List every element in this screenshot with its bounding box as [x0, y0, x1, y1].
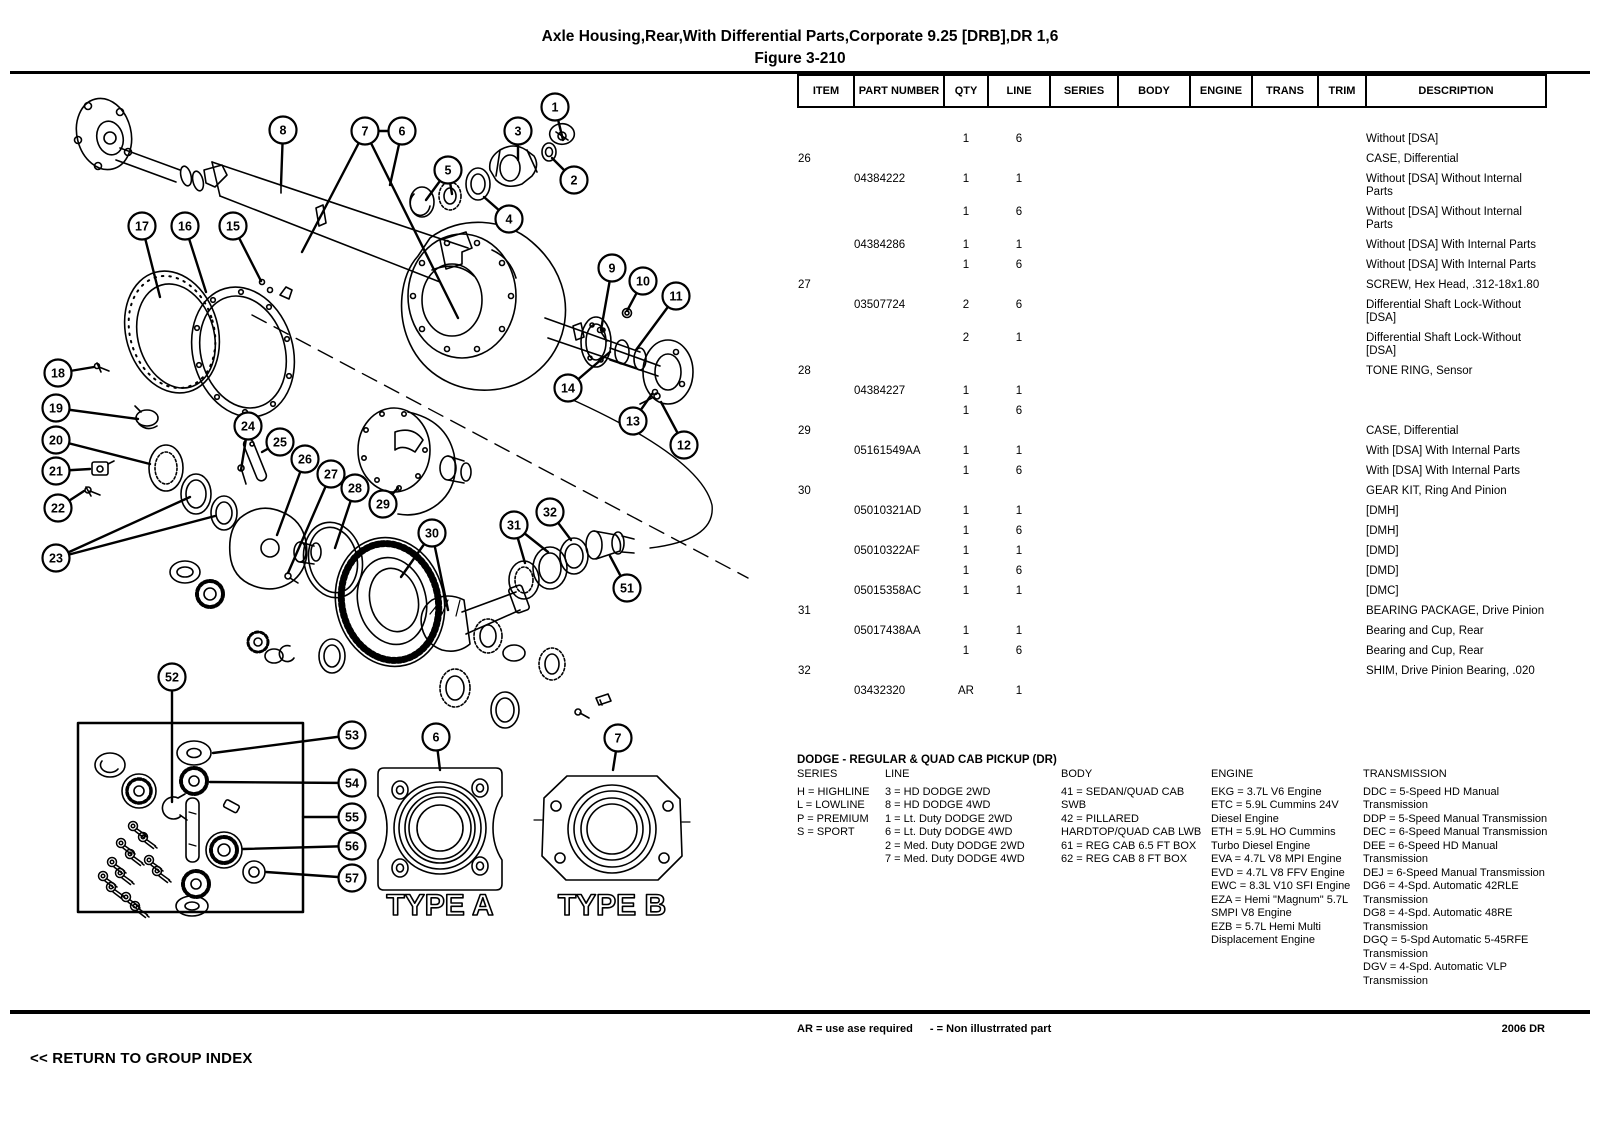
legend-item: DDP = 5-Speed Manual Transmission — [1363, 812, 1548, 825]
callout-number: 55 — [345, 810, 359, 825]
column-header: ITEM — [798, 75, 854, 107]
bottom-rule — [10, 1010, 1590, 1014]
callout-number: 6 — [432, 730, 440, 745]
legend-section-body — [1061, 768, 1211, 988]
callout-number: 23 — [49, 551, 63, 566]
parts-table — [797, 74, 1547, 702]
legend-item: 2 = Med. Duty DODGE 2WD — [885, 839, 1025, 852]
table-row: 05015358AC 1 1 [DMC] — [854, 585, 1399, 597]
legend-item: 61 = REG CAB 6.5 FT BOX — [1061, 839, 1197, 852]
type-b-label: TYPE B — [557, 889, 667, 922]
table-row: 03507724 2 6 Differential Shaft Lock-Without [DSA] — [854, 299, 1522, 324]
table-row: 28 TONE RING, Sensor — [798, 365, 1473, 377]
callout-number: 26 — [298, 452, 312, 467]
table-row: 05161549AA 1 1 With [DSA] With Internal Parts — [854, 445, 1521, 457]
small-parts-box — [78, 723, 303, 918]
callout-number: 25 — [273, 435, 287, 450]
table-row: 2 1 Differential Shaft Lock-Without [DSA] — [962, 332, 1522, 357]
parts-table-body — [798, 107, 1546, 702]
callout-leader — [302, 131, 365, 252]
legend-item: EVD = 4.7L V8 FFV Engine — [1211, 866, 1345, 879]
callout-number: 2 — [570, 173, 578, 188]
callout-number: 11 — [669, 289, 683, 304]
callout-number: 21 — [49, 464, 63, 479]
legend-section-series — [797, 768, 885, 988]
callout-number: 54 — [345, 776, 359, 791]
callout-number: 52 — [165, 670, 179, 685]
table-row: 04384286 1 1 Without [DSA] With Internal Parts — [854, 239, 1537, 251]
callout-number: 28 — [348, 481, 362, 496]
callout-number: 12 — [677, 438, 691, 453]
legend — [797, 754, 1557, 988]
column-header: SERIES — [1050, 75, 1118, 107]
callout-number: 6 — [398, 124, 406, 139]
callout-number: 14 — [561, 381, 575, 396]
legend-item: H = HIGHLINE — [797, 785, 870, 798]
callout-number: 20 — [49, 433, 63, 448]
table-row: 27 SCREW, Hex Head, .312-18x1.80 — [798, 279, 1540, 291]
callout-number: 17 — [135, 219, 149, 234]
legend-item: 7 = Med. Duty DODGE 4WD — [885, 853, 1025, 865]
callout-number: 30 — [425, 526, 439, 541]
callout-number: 4 — [505, 212, 513, 227]
callout-number: 53 — [345, 728, 359, 743]
legend-item: EZA = Hemi "Magnum" 5.7L SMPI V8 Engine — [1211, 893, 1348, 919]
callout-number: 7 — [614, 731, 622, 746]
column-header: DESCRIPTION — [1366, 75, 1546, 107]
header-row — [798, 75, 1546, 107]
legend-item: EWC = 8.3L V10 SFI Engine — [1211, 880, 1351, 892]
column-header: TRANS — [1252, 75, 1318, 107]
callout-number: 16 — [178, 219, 192, 234]
table-row: 1 6 [DMH] — [962, 525, 1399, 537]
table-row: 05010322AF 1 1 [DMD] — [854, 545, 1399, 557]
legend-item: 42 = PILLARED HARDTOP/QUAD CAB LWB — [1061, 812, 1202, 838]
ring-gear-and-pinion — [322, 526, 530, 678]
non-illustrated-note: - = Non illustrrated part — [929, 1023, 1052, 1035]
legend-item: EVA = 4.7L V8 MPI Engine — [1211, 853, 1342, 865]
return-to-group-index-link[interactable]: << RETURN TO GROUP INDEX — [30, 1050, 253, 1067]
legend-item: 1 = Lt. Duty DODGE 2WD — [885, 812, 1013, 825]
column-header: LINE — [988, 75, 1050, 107]
callout-number: 8 — [279, 123, 287, 138]
legend-columns — [797, 768, 1557, 988]
callout-number: 7 — [361, 124, 369, 139]
legend-section-engine — [1211, 768, 1363, 988]
legend-section-heading: SERIES — [797, 768, 838, 780]
legend-item: P = PREMIUM — [797, 812, 869, 825]
callouts-layer — [43, 94, 698, 892]
callout-number: 19 — [49, 401, 63, 416]
legend-item: ETH = 5.9L HO Cummins Turbo Diesel Engine — [1211, 826, 1336, 852]
legend-item: DDC = 5-Speed HD Manual Transmission — [1363, 785, 1500, 811]
type-a-flange — [378, 768, 502, 890]
legend-item: 41 = SEDAN/QUAD CAB SWB — [1061, 785, 1185, 811]
callout-number: 18 — [51, 366, 65, 381]
table-row: 04384227 1 1 — [854, 385, 1023, 397]
legend-section-heading: BODY — [1061, 768, 1093, 780]
callout-number: 24 — [241, 419, 255, 434]
column-header: PART NUMBER — [854, 75, 944, 107]
figure-number: Figure 3-210 — [754, 50, 846, 67]
legend-item: 62 = REG CAB 8 FT BOX — [1061, 853, 1188, 865]
table-row: 03432320 AR 1 — [854, 685, 1023, 697]
table-row: 04384222 1 1 Without [DSA] Without Internal Parts — [854, 173, 1522, 198]
table-row: 1 6 With [DSA] With Internal Parts — [962, 465, 1521, 477]
left-small-parts — [85, 363, 158, 496]
callout-number: 27 — [324, 467, 338, 482]
legend-item: DG8 = 4-Spd. Automatic 48RE Transmission — [1363, 907, 1513, 933]
table-row: 1 6 Without [DSA] Without Internal Parts — [962, 206, 1522, 231]
callout-number: 31 — [507, 518, 521, 533]
legend-item: S = SPORT — [797, 826, 855, 838]
legend-item: DEE = 6-Speed HD Manual Transmission — [1363, 839, 1498, 865]
legend-item: EZB = 5.7L Hemi Multi Displacement Engine — [1211, 920, 1321, 946]
legend-title: DODGE - REGULAR & QUAD CAB PICKUP (DR) — [797, 754, 1057, 766]
cover-and-gasket — [111, 260, 310, 430]
legend-section-heading: LINE — [885, 768, 910, 780]
column-header: QTY — [944, 75, 988, 107]
callout-number: 9 — [608, 261, 616, 276]
table-row: 26 CASE, Differential — [798, 153, 1459, 165]
legend-section-transmission — [1363, 768, 1553, 988]
legend-item: 3 = HD DODGE 2WD — [885, 785, 991, 798]
callout-number: 3 — [514, 124, 522, 139]
legend-item: ETC = 5.9L Cummins 24V Diesel Engine — [1211, 799, 1339, 825]
axle-housing-tube — [212, 162, 472, 299]
callout-number: 15 — [226, 219, 240, 234]
callout-number: 56 — [345, 839, 359, 854]
callout-number: 29 — [376, 497, 390, 512]
table-row: 1 6 Bearing and Cup, Rear — [962, 645, 1484, 657]
ar-note: AR = use ase required — [797, 1023, 913, 1035]
differential-housing — [402, 222, 566, 390]
column-header: BODY — [1118, 75, 1190, 107]
page-title — [0, 26, 1600, 70]
column-header: TRIM — [1318, 75, 1366, 107]
figure-title: Axle Housing,Rear,With Differential Parts,Corporate 9.25 [DRB],DR 1,6 — [541, 28, 1059, 45]
table-row: 1 6 Without [DSA] With Internal Parts — [962, 259, 1537, 271]
legend-item: 6 = Lt. Duty DODGE 4WD — [885, 826, 1013, 838]
legend-item: EKG = 3.7L V6 Engine — [1211, 785, 1322, 798]
callout-number: 57 — [345, 871, 359, 886]
table-row: 05017438AA 1 1 Bearing and Cup, Rear — [854, 625, 1484, 637]
spacer-row — [798, 107, 1546, 130]
callout-number: 10 — [636, 274, 650, 289]
callout-number: 1 — [551, 100, 559, 115]
callout-leader — [210, 782, 352, 783]
table-row: 29 CASE, Differential — [798, 425, 1459, 437]
legend-item: DG6 = 4-Spd. Automatic 42RLE Transmission — [1363, 880, 1519, 906]
table-row: 32 SHIM, Drive Pinion Bearing, .020 — [798, 665, 1535, 677]
legend-item: DEC = 6-Speed Manual Transmission — [1363, 826, 1548, 838]
callout-number: 13 — [626, 414, 640, 429]
legend-item: 8 = HD DODGE 4WD — [885, 799, 991, 811]
callout-leader — [243, 846, 352, 849]
callout-number: 51 — [620, 581, 634, 596]
table-row: 05010321AD 1 1 [DMH] — [854, 505, 1399, 517]
year-code: 2006 DR — [1501, 1023, 1545, 1035]
callout-leader — [213, 735, 352, 753]
parts-diagram — [0, 78, 790, 938]
table-row: 30 GEAR KIT, Ring And Pinion — [798, 485, 1507, 497]
legend-section-heading: ENGINE — [1211, 768, 1254, 780]
column-header: ENGINE — [1190, 75, 1252, 107]
table-row: 31 BEARING PACKAGE, Drive Pinion — [798, 605, 1545, 617]
axle-shaft-assembly — [69, 93, 227, 192]
legend-item: L = LOWLINE — [797, 799, 865, 811]
type-b-flange — [534, 694, 690, 880]
legend-item: DGQ = 5-Spd Automatic 5-45RFE Transmission — [1363, 934, 1529, 960]
footer-notes — [797, 1023, 1065, 1035]
legend-section-line — [885, 768, 1061, 988]
legend-section-heading: TRANSMISSION — [1363, 768, 1447, 780]
table-row: 1 6 [DMD] — [962, 565, 1399, 577]
legend-item: DEJ = 6-Speed Manual Transmission — [1363, 866, 1545, 879]
bearing-and-seals — [149, 445, 237, 530]
table-row: 1 6 Without [DSA] — [962, 133, 1439, 145]
callout-number: 22 — [51, 501, 65, 516]
callout-number: 32 — [543, 505, 557, 520]
parts-table-header — [798, 75, 1546, 107]
callout-number: 5 — [444, 163, 452, 178]
legend-item: DGV = 4-Spd. Automatic VLP Transmission — [1363, 961, 1507, 987]
table-row: 1 6 — [962, 405, 1023, 417]
type-a-label: TYPE A — [386, 889, 494, 922]
